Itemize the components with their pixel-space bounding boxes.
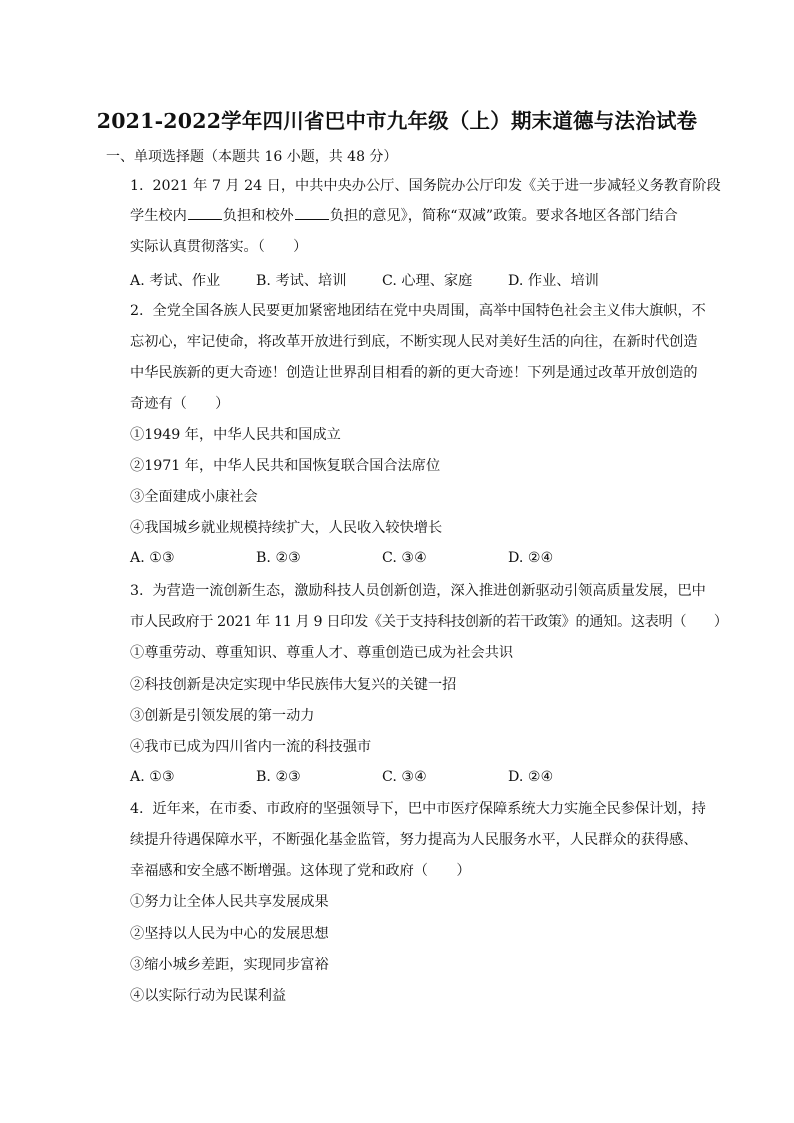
option-a: A. ①③: [130, 550, 175, 566]
question-1-line-3: 实际认真贯彻落实。（ ）: [130, 239, 308, 255]
question-3-item-1: ①尊重劳动、尊重知识、尊重人才、尊重创造已成为社会共识: [130, 645, 514, 661]
document-title: 2021-2022学年四川省巴中市九年级（上）期末道德与法治试卷: [96, 109, 698, 133]
question-4-item-4: ④以实际行动为民谋利益: [130, 988, 287, 1004]
question-3-item-4: ④我市已成为四川省内一流的科技强市: [130, 739, 372, 755]
question-4-line-2: 续提升待遇保障水平，不断强化基金监管，努力提高为人民服务水平，人民群众的获得感、: [130, 832, 698, 848]
question-2-item-2: ②1971 年，中华人民共和国恢复联合国合法席位: [130, 458, 441, 474]
option-c: C. 心理、家庭: [382, 273, 473, 289]
question-2-number: 2.: [130, 303, 144, 319]
fill-blank: [188, 207, 222, 220]
question-1-number: 1.: [130, 178, 144, 194]
question-1-line-1: 1. 2021 年 7 月 24 日，中共中央办公厅、国务院办公厅印发《关于进一步减轻义务教育阶段: [130, 178, 721, 194]
option-b: B. 考试、培训: [256, 273, 347, 289]
option-c: C. ③④: [382, 769, 427, 785]
question-3-number: 3.: [130, 583, 144, 599]
option-a: A. ①③: [130, 769, 175, 785]
option-a: A. 考试、作业: [130, 273, 221, 289]
question-4-item-3: ③缩小城乡差距，实现同步富裕: [130, 957, 329, 973]
option-d: D. ②④: [508, 550, 554, 566]
question-2-item-1: ①1949 年，中华人民共和国成立: [130, 427, 341, 443]
question-1-line-2: 学生校内 负担和校外 负担的意见》，简称“双减”政策。要求各地区各部门结合: [130, 208, 678, 224]
question-2-item-3: ③全面建成小康社会: [130, 489, 258, 505]
question-3-line-1: 3. 为营造一流创新生态，激励科技人员创新创造，深入推进创新驱动引领高质量发展，巴中: [130, 583, 706, 599]
question-4-number: 4.: [130, 801, 144, 817]
question-4-line-3: 幸福感和安全感不断增强。这体现了党和政府（ ）: [130, 863, 471, 879]
option-b: B. ②③: [256, 550, 301, 566]
option-b: B. ②③: [256, 769, 301, 785]
question-4-line-1: 4. 近年来，在市委、市政府的坚强领导下，巴中市医疗保障系统大力实施全民参保计划，持: [130, 801, 706, 817]
option-d: D. ②④: [508, 769, 554, 785]
option-d: D. 作业、培训: [508, 273, 599, 289]
question-3-line-2: 市人民政府于 2021 年 11 月 9 日印发《关于支持科技创新的若干政策》的通知。这表明（ ）: [130, 614, 728, 630]
question-3-item-3: ③创新是引领发展的第一动力: [130, 708, 315, 724]
question-2-line-2: 忘初心，牢记使命，将改革开放进行到底，不断实现人民对美好生活的向往，在新时代创造: [130, 334, 698, 350]
option-c: C. ③④: [382, 550, 427, 566]
question-2-line-3: 中华民族新的更大奇迹！创造让世界刮目相看的新的更大奇迹！下列是通过改革开放创造的: [130, 365, 698, 381]
question-4-item-1: ①努力让全体人民共享发展成果: [130, 894, 329, 910]
question-4-item-2: ②坚持以人民为中心的发展思想: [130, 926, 329, 942]
question-3-item-2: ②科技创新是决定实现中华民族伟大复兴的关键一招: [130, 677, 457, 693]
question-2-line-4: 奇迹有（ ）: [130, 396, 230, 412]
section-header: 一、单项选择题（本题共 16 小题，共 48 分）: [106, 149, 398, 165]
question-2-line-1: 2. 全党全国各族人民要更加紧密地团结在党中央周围，高举中国特色社会主义伟大旗帜，不: [130, 303, 706, 319]
question-2-item-4: ④我国城乡就业规模持续扩大，人民收入较快增长: [130, 520, 443, 536]
fill-blank: [295, 207, 329, 220]
